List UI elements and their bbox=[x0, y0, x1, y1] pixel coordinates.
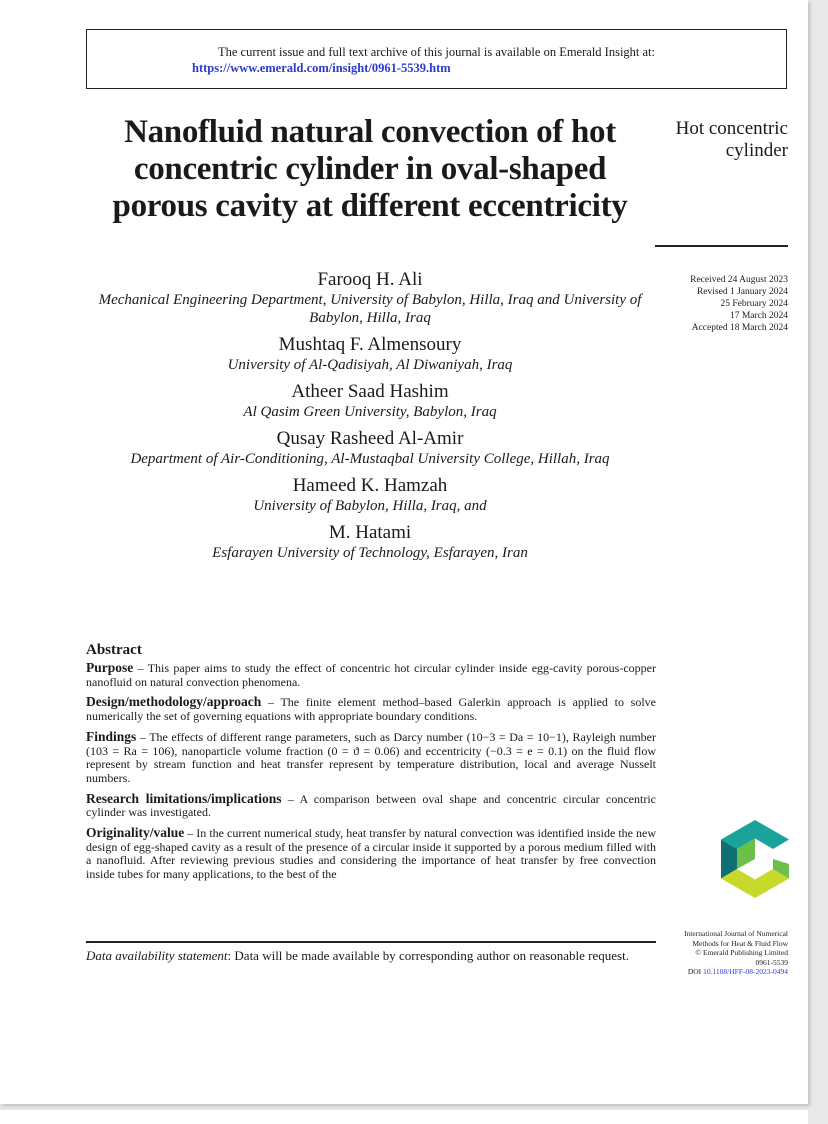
design-text: – The finite element method–based Galerkin approach is applied to solve numerically the set of governing equations with appropriate boundary conditions. bbox=[86, 695, 656, 724]
limitations-text: – A comparison between oval shape and concentric circular concentric cylinder was investigated. bbox=[86, 791, 656, 820]
article-title: Nanofluid natural convection of hot concentric cylinder in oval-shaped porous cavity at different eccentricity bbox=[112, 114, 628, 224]
emerald-logo-icon bbox=[721, 820, 789, 898]
author-name: Hameed K. Hamzah bbox=[292, 475, 448, 496]
author-affiliation: University of Babylon, Hilla, Iraq, and bbox=[253, 498, 487, 514]
doi-label: DOI bbox=[687, 967, 704, 976]
findings-label: Findings bbox=[86, 728, 137, 744]
abstract-findings bbox=[86, 730, 656, 786]
findings-text: – The effects of different range parameters, such as Darcy number (10−3 = Da = 10−1), Rayleigh number (103 = Ra = 106), nanoparticle volume fraction (0 = ϑ = 0.06) and eccentricity (−0.3 = e = 0.1) on the fluid flow represent by stream function and heat transfer represent by temperature distribution, local and average Nusselt numbers. bbox=[86, 729, 656, 785]
author-name: M. Hatami bbox=[328, 522, 412, 543]
journal-info bbox=[640, 929, 788, 977]
running-head: Hot concentric cylinder bbox=[675, 118, 788, 161]
author-name: Mushtaq F. Almensoury bbox=[278, 334, 462, 355]
data-statement-text: : Data will be made available by corresponding author on reasonable request. bbox=[227, 948, 629, 963]
next-page-edge bbox=[0, 1110, 808, 1124]
author-name: Qusay Rasheed Al-Amir bbox=[276, 428, 464, 449]
author-list bbox=[86, 268, 654, 568]
author-affiliation: Al Qasim Green University, Babylon, Iraq bbox=[243, 404, 497, 420]
copyright: © Emerald Publishing Limited bbox=[695, 948, 788, 957]
revised-date: Revised 1 January 2024 bbox=[696, 287, 788, 297]
abstract-section bbox=[86, 641, 656, 888]
abstract-limitations bbox=[86, 792, 656, 820]
revised-date: 17 March 2024 bbox=[729, 311, 788, 321]
journal-archive-link[interactable]: https://www.emerald.com/insight/0961-5539.htm bbox=[192, 61, 451, 75]
journal-name: International Journal of Numerical bbox=[684, 929, 788, 938]
issn: 0961-5539 bbox=[755, 957, 788, 967]
purpose-label: Purpose bbox=[86, 660, 134, 675]
design-label: Design/methodology/approach bbox=[86, 694, 262, 710]
data-statement-label: Data availability statement bbox=[86, 948, 228, 963]
author-affiliation: Mechanical Engineering Department, University of Babylon, Hilla, Iraq and University of Babylon, Hilla, Iraq bbox=[98, 292, 642, 326]
author-name: Atheer Saad Hashim bbox=[291, 381, 449, 402]
article-history bbox=[640, 274, 788, 334]
logo-facet-bottom bbox=[721, 869, 789, 898]
abstract-heading: Abstract bbox=[86, 642, 142, 658]
access-notice-text: The current issue and full text archive of this journal is available on Emerald Insight at: bbox=[217, 45, 656, 59]
originality-label: Originality/value bbox=[86, 825, 185, 841]
access-notice-box bbox=[86, 29, 787, 89]
abstract-purpose bbox=[86, 661, 656, 689]
doi-link[interactable]: 10.1108/HFF-08-2023-0494 bbox=[703, 967, 788, 976]
abstract-originality bbox=[86, 826, 656, 882]
received-date: Received 24 August 2023 bbox=[690, 275, 788, 285]
accepted-date: Accepted 18 March 2024 bbox=[691, 323, 788, 333]
author-name: Farooq H. Ali bbox=[317, 269, 423, 290]
abstract-design bbox=[86, 695, 656, 723]
originality-text: – In the current numerical study, heat transfer by natural convection was identified inside the new design of egg-shaped cavity as a result of the presence of a circular inside it supported by a porous medium filled with a nanofluid. After reviewing previous studies and considering the importance of heat transfer by free convection inside tubes for many applications, to the best of the bbox=[86, 826, 656, 882]
revised-date: 25 February 2024 bbox=[720, 299, 788, 309]
author-affiliation: University of Al-Qadisiyah, Al Diwaniyah, Iraq bbox=[227, 357, 513, 373]
running-head-rule bbox=[655, 245, 788, 247]
journal-name: Methods for Heat & Fluid Flow bbox=[692, 938, 788, 948]
author-affiliation: Department of Air-Conditioning, Al-Mustaqbal University College, Hillah, Iraq bbox=[130, 451, 610, 467]
purpose-text: – This paper aims to study the effect of concentric hot circular cylinder inside egg-cavity porous-copper nanofluid on natural convection phenomena. bbox=[86, 661, 656, 689]
data-availability-statement bbox=[86, 948, 656, 963]
footnote-rule bbox=[86, 941, 656, 943]
limitations-label: Research limitations/implications bbox=[86, 790, 282, 806]
author-affiliation: Esfarayen University of Technology, Esfarayen, Iran bbox=[212, 545, 528, 561]
doi-line bbox=[640, 967, 788, 977]
